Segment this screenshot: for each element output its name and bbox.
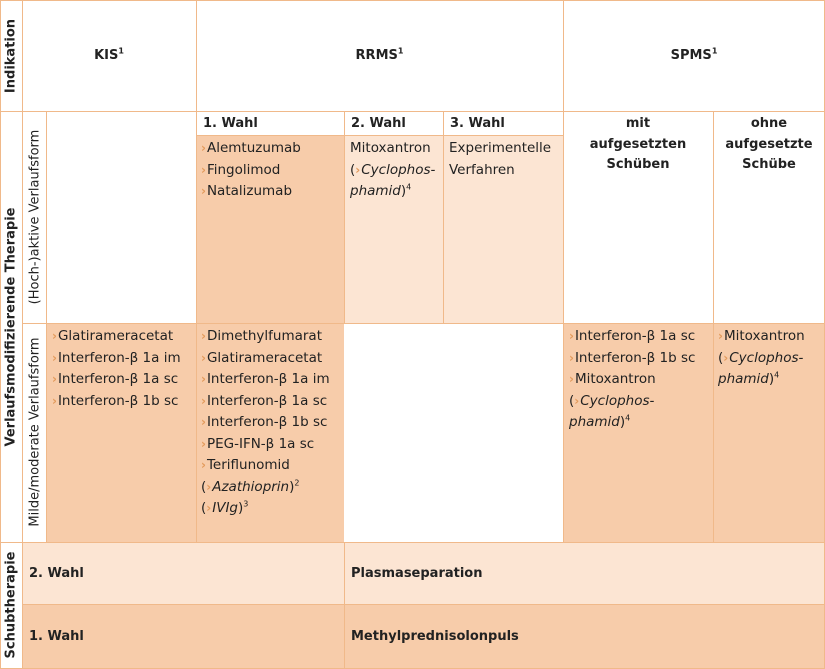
list-item: ›Natalizumab <box>201 183 293 199</box>
chevron-right-icon: › <box>718 329 723 343</box>
list-item: ›Mitoxantron <box>718 328 805 344</box>
list-item: (›Cyclophos- <box>569 392 655 409</box>
hoch-rrms3-list <box>449 138 551 181</box>
list-item: ›Interferon-β 1a im <box>201 371 330 387</box>
chevron-right-icon: › <box>201 372 206 386</box>
list-item: (›IVIg)$^3$ <box>201 499 249 516</box>
chevron-right-icon: › <box>201 393 206 408</box>
chevron-right-icon: › <box>201 415 206 429</box>
chevron-right-icon: › <box>52 350 57 365</box>
list-item: ›Alemtuzumab <box>201 140 301 156</box>
list-item: ›Interferon-β 1b sc <box>569 349 696 366</box>
chevron-right-icon: › <box>723 350 729 365</box>
list-item: ›Interferon-β 1a im <box>52 349 181 366</box>
chevron-right-icon: › <box>201 141 206 155</box>
list-item: ›Interferon-β 1b sc <box>52 392 179 409</box>
list-item: ›Interferon-β 1b sc <box>201 414 328 430</box>
milde-rrms1-list <box>201 326 330 520</box>
hoch-rrms2-list <box>350 138 435 203</box>
list-item: ›Interferon-β 1a sc <box>52 371 179 387</box>
list-item: phamid)$^4$ <box>350 182 412 199</box>
chevron-right-icon: › <box>52 372 57 386</box>
chevron-right-icon: › <box>355 162 361 177</box>
label-verlaufsmodifizierend: Verlaufsmodifizierende Therapie <box>3 207 19 447</box>
header-spms: SPMS$^1$ <box>670 46 718 63</box>
chevron-right-icon: › <box>201 184 206 198</box>
chevron-right-icon: › <box>574 393 580 408</box>
list-item: ›Fingolimod <box>201 161 281 178</box>
list-item: phamid)$^4$ <box>718 370 780 387</box>
list-item: (›Cyclophos- <box>350 161 436 178</box>
subheader-spms-ohne: ohne aufgesetzte Schübe <box>725 116 813 172</box>
label-milde-moderat: Milde/moderate Verlaufsform <box>27 337 43 527</box>
label-hoch-aktiv: (Hoch-)aktive Verlaufsform <box>27 129 43 305</box>
list-item: ›Dimethylfumarat <box>201 328 322 344</box>
list-item: ›Interferon-β 1a sc <box>201 392 328 409</box>
list-item: Mitoxantron <box>350 140 431 156</box>
chevron-right-icon: › <box>569 372 574 386</box>
schub-2-wahl-label: 2. Wahl <box>29 566 84 581</box>
list-item: ›Mitoxantron <box>569 371 656 387</box>
list-item: ›Teriflunomid <box>201 457 290 473</box>
label-indikation: Indikation <box>3 18 19 94</box>
list-item: Experimentelle <box>449 140 552 156</box>
header-rrms: RRMS$^1$ <box>355 46 404 63</box>
chevron-right-icon: › <box>206 501 212 515</box>
list-item: ›Interferon-β 1a sc <box>569 328 696 344</box>
chevron-right-icon: › <box>206 479 212 494</box>
list-item: ›Glatirameracetat <box>52 328 174 344</box>
list-item: ›PEG-IFN-β 1a sc <box>201 435 315 452</box>
chevron-right-icon: › <box>52 393 57 408</box>
chevron-right-icon: › <box>201 436 206 451</box>
list-item: ›Glatirameracetat <box>201 349 323 366</box>
chevron-right-icon: › <box>201 350 206 365</box>
chevron-right-icon: › <box>569 329 574 343</box>
list-item: (›Azathioprin)$^2$ <box>201 478 300 495</box>
label-schubtherapie: Schubtherapie <box>3 551 19 659</box>
chevron-right-icon: › <box>201 162 206 177</box>
subheader-spms-mit: mit aufgesetzten Schüben <box>589 116 687 172</box>
chevron-right-icon: › <box>52 329 57 343</box>
milde-spms-mit-list <box>569 326 695 434</box>
subheader-rrms-3-wahl: 3. Wahl <box>450 116 505 131</box>
chevron-right-icon: › <box>201 329 206 343</box>
milde-spms-ohne-list <box>718 326 805 391</box>
schub-plasmaseparation: Plasmaseparation <box>351 566 483 581</box>
schub-1-wahl-label: 1. Wahl <box>29 629 84 644</box>
chevron-right-icon: › <box>569 350 574 365</box>
header-kis: KIS$^1$ <box>94 46 124 63</box>
list-item: (›Cyclophos- <box>718 349 804 366</box>
hoch-rrms1-list <box>201 138 301 203</box>
subheader-rrms-1-wahl: 1. Wahl <box>203 116 258 131</box>
schub-methylprednisolonpuls: Methylprednisolonpuls <box>351 629 519 644</box>
list-item: phamid)$^4$ <box>569 413 631 430</box>
subheader-rrms-2-wahl: 2. Wahl <box>351 116 406 131</box>
milde-kis-list <box>52 326 181 412</box>
chevron-right-icon: › <box>201 458 206 472</box>
list-item: Verfahren <box>449 161 515 178</box>
